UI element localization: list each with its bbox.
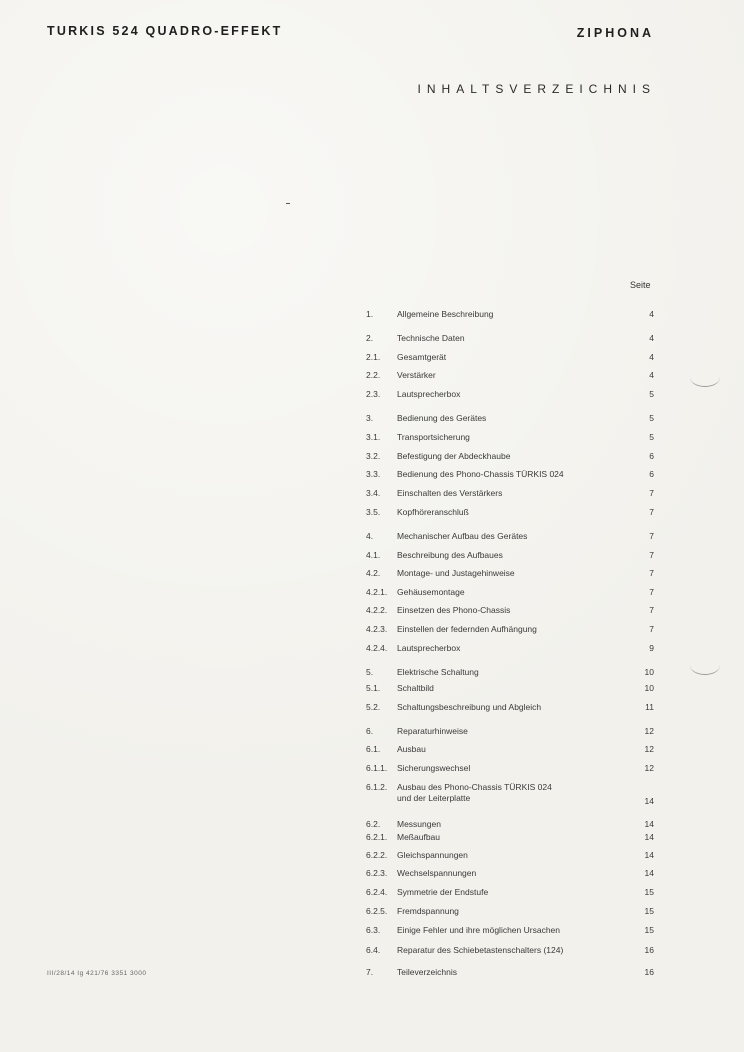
toc-entry-number: 7. [366, 967, 374, 977]
toc-entry-number: 6.2.5. [366, 906, 388, 916]
toc-entry-number: 4.2.2. [366, 605, 388, 615]
toc-entry-number: 3.1. [366, 432, 381, 442]
toc-entry [0, 906, 744, 920]
toc-entry-label: Transportsicherung [397, 432, 470, 442]
toc-entry-number: 3.4. [366, 488, 381, 498]
toc-entry [0, 945, 744, 959]
toc-entry [0, 683, 744, 697]
toc-entry-label: Reparaturhinweise [397, 726, 468, 736]
toc-entry-label: Einstellen der federnden Aufhängung [397, 624, 537, 634]
toc-entry-page: 15 [644, 887, 654, 897]
toc-entry-page: 7 [649, 507, 654, 517]
toc-entry [0, 832, 744, 846]
toc-entry-number: 6.4. [366, 945, 381, 955]
toc-entry-number: 6.1.2. [366, 782, 388, 792]
toc-entry-page: 12 [644, 763, 654, 773]
toc-entry-label: Einschalten des Verstärkers [397, 488, 503, 498]
toc-entry-number: 2.2. [366, 370, 381, 380]
toc-entry [0, 432, 744, 446]
toc-entry-page: 11 [645, 702, 654, 712]
toc-entry [0, 413, 744, 427]
toc-entry-number: 4. [366, 531, 374, 541]
toc-entry [0, 744, 744, 758]
toc-entry [0, 887, 744, 901]
toc-entry-page: 4 [649, 333, 654, 343]
toc-entry-label: Messungen [397, 819, 441, 829]
toc-entry-number: 2. [366, 333, 374, 343]
toc-entry-number: 6. [366, 726, 374, 736]
toc-entry-number: 1. [366, 309, 374, 319]
toc-entry-number: 5. [366, 667, 374, 677]
toc-entry-page: 5 [649, 389, 654, 399]
toc-entry-page: 15 [644, 925, 654, 935]
toc-entry-label: Beschreibung des Aufbaues [397, 550, 503, 560]
toc-entry-page: 16 [644, 967, 654, 977]
toc-entry [0, 352, 744, 366]
toc-entry-page: 14 [644, 819, 654, 829]
toc-entry-page: 7 [649, 605, 654, 615]
punch-hole-mark [690, 656, 720, 675]
toc-entry-label: Einsetzen des Phono-Chassis [397, 605, 511, 615]
toc-entry-number: 4.2.4. [366, 643, 388, 653]
toc-entry [0, 531, 744, 545]
toc-entry-page: 7 [649, 550, 654, 560]
toc-entry-number: 6.3. [366, 925, 381, 935]
toc-entry [0, 309, 744, 323]
toc-entry-number: 5.1. [366, 683, 381, 693]
toc-entry-number: 3.3. [366, 469, 381, 479]
toc-entry [0, 667, 744, 681]
toc-entry [0, 819, 744, 833]
toc-entry-label: Allgemeine Beschreibung [397, 309, 494, 319]
toc-entry [0, 507, 744, 521]
toc-entry-label: Teileverzeichnis [397, 967, 457, 977]
toc-entry [0, 370, 744, 384]
toc-entry-number: 4.2. [366, 568, 381, 578]
toc-entry-label: Wechselspannungen [397, 868, 477, 878]
toc-entry-label: Reparatur des Schiebetastenschalters (124) [397, 945, 564, 955]
toc-entry-page: 7 [649, 568, 654, 578]
toc-entry-page: 6 [649, 451, 654, 461]
toc-entry-page: 10 [644, 667, 654, 677]
toc-entry [0, 763, 744, 777]
toc-entry-number: 2.3. [366, 389, 381, 399]
toc-entry-label: Gleichspannungen [397, 850, 468, 860]
toc-entry-page: 6 [649, 469, 654, 479]
toc-entry [0, 587, 744, 601]
toc-entry-label: Ausbau des Phono-Chassis TÜRKIS 024 und der Leiterplatte [397, 782, 552, 803]
print-code: III/28/14 Ig 421/76 3351 3000 [47, 970, 147, 977]
toc-entry [0, 469, 744, 483]
toc-entry-page: 7 [649, 488, 654, 498]
toc-entry-page: 4 [649, 370, 654, 380]
toc-entry-number: 6.2.4. [366, 887, 388, 897]
document-title: INHALTSVERZEICHNIS [417, 82, 656, 96]
toc-entry-page: 15 [644, 906, 654, 916]
toc-entry [0, 702, 744, 716]
toc-entry [0, 333, 744, 347]
toc-entry-label: Bedienung des Gerätes [397, 413, 487, 423]
toc-entry-page: 9 [649, 643, 654, 653]
toc-entry-label: Elektrische Schaltung [397, 667, 479, 677]
toc-entry-label: Montage- und Justagehinweise [397, 568, 515, 578]
toc-entry [0, 451, 744, 465]
toc-entry [0, 605, 744, 619]
toc-entry [0, 726, 744, 740]
toc-entry-page: 16 [644, 945, 654, 955]
toc-entry-number: 6.2. [366, 819, 381, 829]
toc-entry-label: Schaltbild [397, 683, 434, 693]
toc-entry [0, 868, 744, 882]
toc-entry-page: 5 [649, 432, 654, 442]
toc-entry-page: 12 [644, 744, 654, 754]
toc-entry [0, 782, 744, 806]
toc-entry-number: 6.2.1. [366, 832, 388, 842]
toc-entry [0, 850, 744, 864]
toc-entry-number: 6.1.1. [366, 763, 388, 773]
punch-hole-mark [690, 368, 720, 387]
toc-entry-page: 7 [649, 624, 654, 634]
toc-entry-label: Ausbau [397, 744, 426, 754]
toc-entry-label: Meßaufbau [397, 832, 440, 842]
toc-entry-page: 5 [649, 413, 654, 423]
toc-entry-page: 14 [644, 868, 654, 878]
toc-entry-label: Bedienung des Phono-Chassis TÜRKIS 024 [397, 469, 564, 479]
toc-entry-page: 4 [649, 352, 654, 362]
toc-entry-number: 3.5. [366, 507, 381, 517]
toc-entry-number: 4.2.3. [366, 624, 388, 634]
toc-entry-number: 3.2. [366, 451, 381, 461]
toc-entry [0, 624, 744, 638]
toc-entry-number: 5.2. [366, 702, 381, 712]
toc-entry-number: 4.1. [366, 550, 381, 560]
toc-entry [0, 550, 744, 564]
toc-entry-label: Sicherungswechsel [397, 763, 471, 773]
toc-entry-number: 6.2.2. [366, 850, 388, 860]
toc-entry [0, 389, 744, 403]
toc-entry-label: Lautsprecherbox [397, 389, 461, 399]
toc-entry-page: 7 [649, 587, 654, 597]
toc-entry-number: 6.2.3. [366, 868, 388, 878]
toc-entry-label: Gesamtgerät [397, 352, 447, 362]
toc-entry-label: Lautsprecherbox [397, 643, 461, 653]
toc-entry-label: Verstärker [397, 370, 436, 380]
toc-entry [0, 643, 744, 657]
header-product-title: TURKIS 524 QUADRO-EFFEKT [47, 24, 283, 38]
toc-entry [0, 488, 744, 502]
toc-entry-page: 12 [644, 726, 654, 736]
toc-entry-page: 4 [649, 309, 654, 319]
toc-entry-page: 14 [644, 832, 654, 842]
toc-entry-page: 14 [644, 796, 654, 806]
toc-entry-label: Mechanischer Aufbau des Gerätes [397, 531, 528, 541]
toc-entry-label: Symmetrie der Endstufe [397, 887, 489, 897]
header-brand: ZIPHONA [576, 26, 654, 40]
toc-entry-label: Technische Daten [397, 333, 465, 343]
toc-entry-label: Schaltungsbeschreibung und Abgleich [397, 702, 542, 712]
toc-entry-number: 2.1. [366, 352, 381, 362]
toc-entry-label: Gehäusemontage [397, 587, 465, 597]
toc-entry [0, 925, 744, 939]
toc-entry-number: 4.2.1. [366, 587, 388, 597]
toc-entry-page: 10 [644, 683, 654, 693]
toc-entry-label: Kopfhöreranschluß [397, 507, 469, 517]
toc-entry-label: Fremdspannung [397, 906, 459, 916]
toc-entry-number: 3. [366, 413, 374, 423]
toc-entry-label: Einige Fehler und ihre möglichen Ursachen [397, 925, 561, 935]
toc-entry [0, 568, 744, 582]
page-column-label: Seite [630, 280, 651, 290]
toc-entry-page: 14 [644, 850, 654, 860]
toc-entry-label: Befestigung der Abdeckhaube [397, 451, 511, 461]
toc-entry-page: 7 [649, 531, 654, 541]
toc-entry-number: 6.1. [366, 744, 381, 754]
